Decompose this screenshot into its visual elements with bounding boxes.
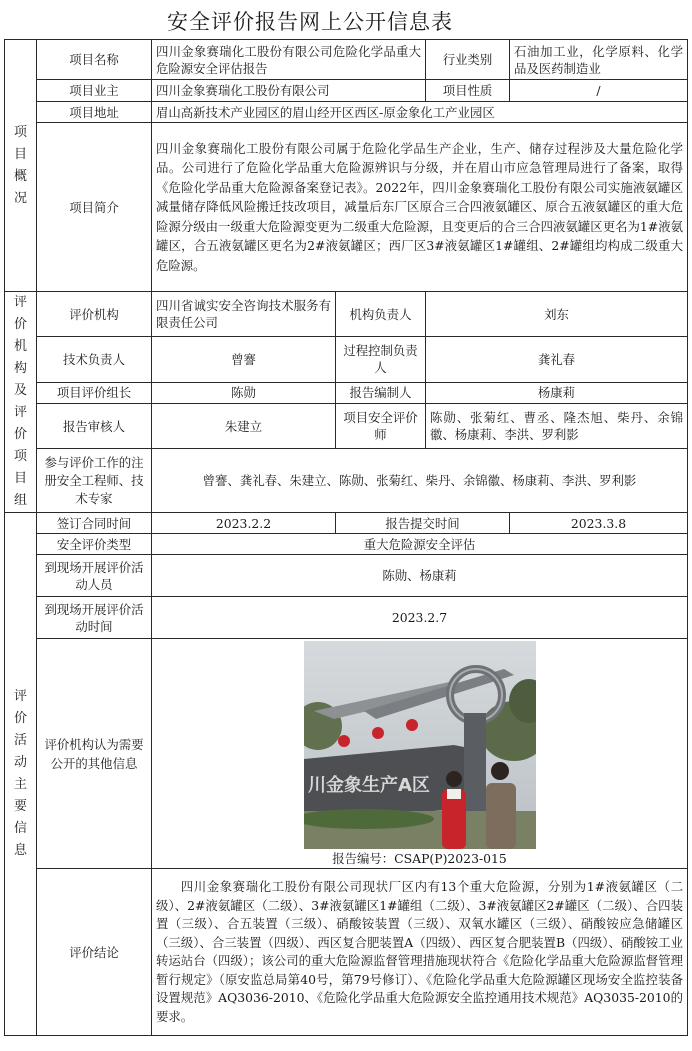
- onsite-time-label: 到现场开展评价活动时间: [37, 597, 152, 639]
- section-overview: [5, 40, 37, 292]
- lantern: [338, 735, 350, 747]
- process-control-label: 过程控制负责人: [336, 337, 426, 382]
- section-agency-label: 评价机构及评价项目组: [13, 295, 27, 508]
- project-nature-value: /: [510, 80, 688, 102]
- project-owner-label: 项目业主: [37, 80, 152, 102]
- agency-head-value: 刘东: [426, 292, 688, 337]
- tech-lead-label: 技术负责人: [37, 337, 152, 382]
- section-overview-label: 项目概况: [13, 124, 27, 206]
- participants-value: 曾謇、龚礼春、朱建立、陈勋、张菊红、柴丹、余锦徽、杨康莉、李洪、罗利影: [152, 449, 688, 513]
- section-activity-label: 评价活动主要信息: [13, 689, 27, 858]
- agency-head-label: 机构负责人: [336, 292, 426, 337]
- project-intro-value: 四川金象赛瑞化工股份有限公司属于危险化学品生产企业，生产、储存过程涉及大量危险化学品。公司进行了危险化学品重大危险源辨识与分级，并在眉山市应急管理局进行了备案，取得《危险化学品重大危险源备案登记表》。2022年，四川金象赛瑞化工股份有限公司实施液氨罐区减量储存降低风险搬迁技改项目，减量后东厂区原合三合四液氨罐区、原合五液氨罐区的重大危险源分级由一级重大危险源变更为二级重大危险源，且变更后的合三合四液氨罐区更名为1#液氨罐区，合五液氨罐区更名为2#液氨罐区；西厂区3#液氨罐区1#罐组、2#罐组均构成二级重大危险源。: [152, 123, 688, 292]
- other-info-label: 评价机构认为需要公开的其他信息: [37, 639, 152, 869]
- reviewer-label: 报告审核人: [37, 404, 152, 449]
- conclusion-value: 四川金象赛瑞化工股份有限公司现状厂区内有13个重大危险源，分别为1#液氨罐区（二级）、2#液氨罐区（二级）、3#液氨罐区1#罐组（二级）、3#液氨罐区2#罐区（二级）、合四装置（三级）、合五装置（三级）、硝酸铵装置（三级）、双氧水罐区（三级）、硝酸铵应急储罐区（三级）、合三装置（四级）、西区复合肥装置A（四级）、西区复合肥装置B（四级）、硝酸铵工业转运站台（四级）；该公司的重大危险源监督管理措施现状符合《危险化学品重大危险源监督管理暂行规定》（原安监总局第40号，第79号修订）、《危险化学品重大危险源罐区现场安全监控装备设置规范》AQ3036-2010、《危险化学品重大危险源安全监控通用技术规范》AQ3035-2010的要求。: [152, 869, 688, 1036]
- project-address-value: 眉山高新技术产业园区的眉山经开区西区-原金象化工产业园区: [152, 102, 688, 123]
- project-intro-label: 项目简介: [37, 123, 152, 292]
- sign-text: 川金象生产A区: [307, 775, 430, 796]
- report-writer-value: 杨康莉: [426, 382, 688, 404]
- info-table: [4, 39, 688, 1036]
- project-nature-label: 项目性质: [426, 80, 510, 102]
- person-jacket: [486, 783, 516, 849]
- conclusion-label: 评价结论: [37, 869, 152, 1036]
- gate-pillar: [464, 713, 486, 823]
- assessors-value: 陈勋、张菊红、曹丞、隆杰旭、柴丹、余锦徽、杨康莉、李洪、罗利影: [426, 404, 688, 449]
- lantern: [372, 727, 384, 739]
- project-address-label: 项目地址: [37, 102, 152, 123]
- agency-org-label: 评价机构: [37, 292, 152, 337]
- section-agency: [5, 292, 37, 513]
- project-name-value: 四川金象赛瑞化工股份有限公司危险化学品重大危险源安全评估报告: [152, 40, 426, 80]
- industry-label: 行业类别: [426, 40, 510, 80]
- eval-type-label: 安全评价类型: [37, 534, 152, 555]
- onsite-time-value: 2023.2.7: [152, 597, 688, 639]
- industry-value: 石油加工业，化学原料、化学品及医药制造业: [510, 40, 688, 80]
- team-leader-value: 陈勋: [152, 382, 336, 404]
- contract-date-label: 签订合同时间: [37, 513, 152, 534]
- site-photo: [304, 641, 536, 849]
- other-info-cell: [152, 639, 688, 869]
- tech-lead-value: 曾謇: [152, 337, 336, 382]
- submit-date-value: 2023.3.8: [510, 513, 688, 534]
- agency-org-value: 四川省诚实安全咨询技术服务有限责任公司: [152, 292, 336, 337]
- onsite-people-label: 到现场开展评价活动人员: [37, 555, 152, 597]
- project-name-label: 项目名称: [37, 40, 152, 80]
- reviewer-value: 朱建立: [152, 404, 336, 449]
- contract-date-value: 2023.2.2: [152, 513, 336, 534]
- submit-date-label: 报告提交时间: [336, 513, 510, 534]
- assessors-label: 项目安全评价师: [336, 404, 426, 449]
- lantern: [406, 719, 418, 731]
- eval-type-value: 重大危险源安全评估: [152, 534, 688, 555]
- report-writer-label: 报告编制人: [336, 382, 426, 404]
- person-head: [446, 771, 462, 787]
- team-leader-label: 项目评价组长: [37, 382, 152, 404]
- participants-label: 参与评价工作的注册安全工程师、技术专家: [37, 449, 152, 513]
- onsite-people-value: 陈勋、杨康莉: [152, 555, 688, 597]
- section-activity: [5, 513, 37, 1036]
- page-title: 安全评价报告网上公开信息表: [167, 10, 453, 34]
- report-number: 报告编号：CSAP(P)2023-015: [332, 851, 507, 866]
- person-head: [491, 762, 509, 780]
- project-owner-value: 四川金象赛瑞化工股份有限公司: [152, 80, 426, 102]
- process-control-value: 龚礼春: [426, 337, 688, 382]
- person-scarf: [447, 789, 461, 799]
